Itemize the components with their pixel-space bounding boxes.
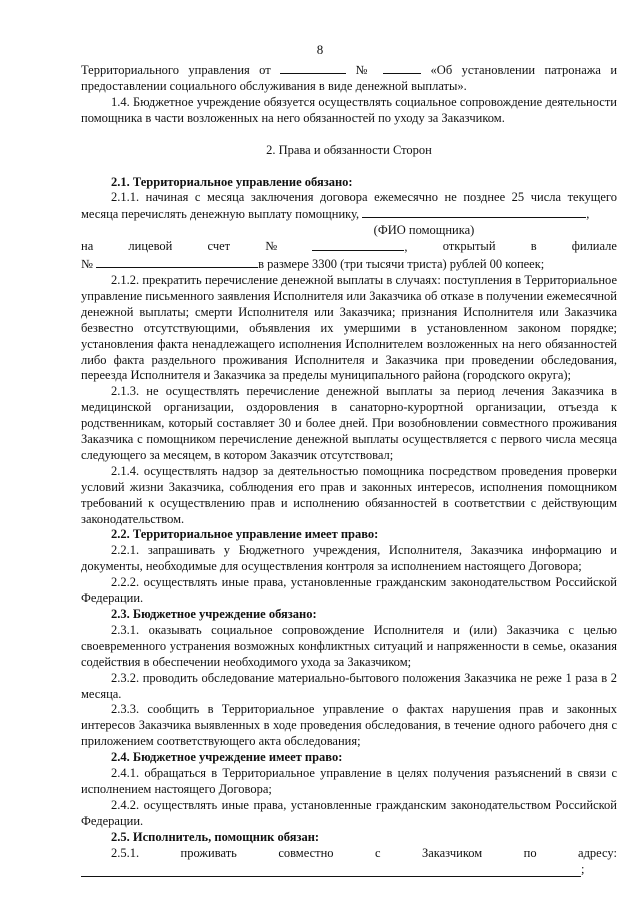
fio-blank xyxy=(362,206,586,218)
clause-2-5-1-word-1: 2.5.1. xyxy=(111,845,140,860)
account-line xyxy=(81,239,617,256)
date-blank xyxy=(280,62,346,74)
clause-2-3-2: 2.3.2. проводить обследование материально-бытового положения Заказчика не реже 1 раза в 2 месяца. xyxy=(81,670,617,701)
address-blank xyxy=(81,864,581,877)
branch-number-sign: № xyxy=(81,257,93,272)
clause-2-2-2: 2.2.2. осуществлять иные права, установленные гражданским законодательством Российской Федерации. xyxy=(81,575,617,606)
clause-2-3-1: 2.3.1. оказывать социальное сопровождение Исполнителя и (или) Заказчика с целью своевременного устранения возможных конфликтных ситуаций и напряженности в семье, оказания содействия в обеспечении необходимого ухода за Заказчиком; xyxy=(81,622,617,669)
account-word-7: в xyxy=(530,239,537,254)
document-body xyxy=(81,62,617,877)
heading-2-1: 2.1. Территориальное управление обязано: xyxy=(111,174,353,189)
clause-2-1-1-text: 2.1.1. начиная с месяца заключения договора ежемесячно не позднее 25 числа текущего месяца перечислять денежную выплату помощнику, xyxy=(81,190,617,222)
page-number: 8 xyxy=(316,42,324,57)
account-blank-wrap xyxy=(312,239,407,256)
clause-2-5-1-word-7: адресу: xyxy=(578,845,617,860)
clause-2-5-1-word-6: по xyxy=(523,845,537,860)
clause-2-5-1-word-3: совместно xyxy=(278,845,334,860)
clause-2-1-4: 2.1.4. осуществлять надзор за деятельностью помощника посредством проведения проверки условий жизни Заказчика, соблюдения его прав и законных интересов, исполнения помощником требований к осуществлению прав и исполнению обязанностей в соответствии с действующим законодательством. xyxy=(81,463,617,526)
clause-2-5-1-word-5: Заказчиком xyxy=(421,845,483,860)
clause-2-5-1-word-4: с xyxy=(374,845,381,860)
heading-2-2: 2.2. Территориальное управление имеет право: xyxy=(111,527,379,542)
intro-paragraph xyxy=(81,62,617,95)
clause-2-1-1: 2.1.1. начиная с месяца заключения договора ежемесячно не позднее 25 числа текущего месяца перечислять денежную выплату помощнику, , xyxy=(81,190,617,222)
clause-2-2-1: 2.2.1. запрашивать у Бюджетного учреждения, Исполнителя, Заказчика информацию и документы, необходимые для осуществления контроля за исполнением настоящего Договора; xyxy=(81,543,617,574)
account-word-2: лицевой xyxy=(128,239,173,254)
intro-text-a: Территориального управления от xyxy=(81,63,271,77)
amount-text: в размере 3300 (три тысячи триста) рублей 00 копеек; xyxy=(258,257,545,272)
clause-2-4-1: 2.4.1. обращаться в Территориальное управление в целях получения разъяснений в связи с исполнением настоящего Договора; xyxy=(81,766,617,796)
intro-number-sign: № xyxy=(355,63,374,77)
clause-2-5-1-line xyxy=(81,846,617,862)
branch-blank xyxy=(96,256,258,268)
clause-2-5-1-word-2: проживать xyxy=(180,845,237,860)
account-word-8: филиале xyxy=(571,239,617,254)
account-blank xyxy=(312,239,404,251)
clause-2-1-3: 2.1.3. не осуществлять перечисление денежной выплаты за период лечения Заказчика в медицинской организации, оздоровления в санаторно-курортной организации, отъезда к родственникам, который составляет 30 и более дней. При возобновлении совместного проживания Заказчика с помощником перечисление денежной выплаты осуществляется с первого числа месяца следующего за месяцем, в котором Заказчик отсутствовал; xyxy=(81,384,617,462)
fio-caption: (ФИО помощника) xyxy=(373,223,475,238)
account-number-sign: № xyxy=(265,239,278,254)
number-blank xyxy=(383,62,421,74)
clause-1-4: 1.4. Бюджетное учреждение обязуется осуществлять социальное сопровождение деятельности помощника в части возложенных на него обязанностей по уходу за Заказчиком. xyxy=(81,94,617,125)
section-2-title: 2. Права и обязанности Сторон xyxy=(266,142,432,157)
branch-amount-line xyxy=(81,256,617,273)
account-word-1: на xyxy=(81,239,94,254)
account-word-6: открытый xyxy=(442,239,496,254)
address-semicolon: ; xyxy=(581,861,585,876)
clause-2-3-3: 2.3.3. сообщить в Территориальное управление о фактах нарушения прав и законных интересов Заказчика выявленных в ходе проведения обследования, в течение одного рабочего дня с приложением соответствующего акта обследования; xyxy=(81,702,617,749)
heading-2-4: 2.4. Бюджетное учреждение имеет право: xyxy=(111,750,343,765)
clause-2-1-2: 2.1.2. прекратить перечисление денежной выплаты в случаях: поступления в Территориальное управление письменного заявления Исполнителя или Заказчика об отказе в получении ежемесячной денежной выплаты; смерти Исполнителя или Заказчика; признания Исполнителя или Заказчика безвестно отсутствующими, объявления их умершими в установленном законом порядке; установления факта ненадлежащего исполнения Исполнителем возложенных на него обязанностей либо факта раздельного проживания Исполнителя и Заказчика при проведении обследования, переезда Исполнителя и Заказчика за пределы муниципального района (городского округа); xyxy=(81,272,617,383)
account-comma: , xyxy=(404,240,408,255)
address-line xyxy=(81,862,617,878)
clause-2-4-2: 2.4.2. осуществлять иные права, установленные гражданским законодательством Российской Федерации. xyxy=(81,797,617,828)
heading-2-5: 2.5. Исполнитель, помощник обязан: xyxy=(111,829,320,844)
heading-2-3: 2.3. Бюджетное учреждение обязано: xyxy=(111,607,317,621)
account-word-3: счет xyxy=(207,239,231,254)
intro-text-c: «Об установлении патронажа и предоставлении социального обслуживания в виде денежной выплаты». xyxy=(81,63,618,93)
